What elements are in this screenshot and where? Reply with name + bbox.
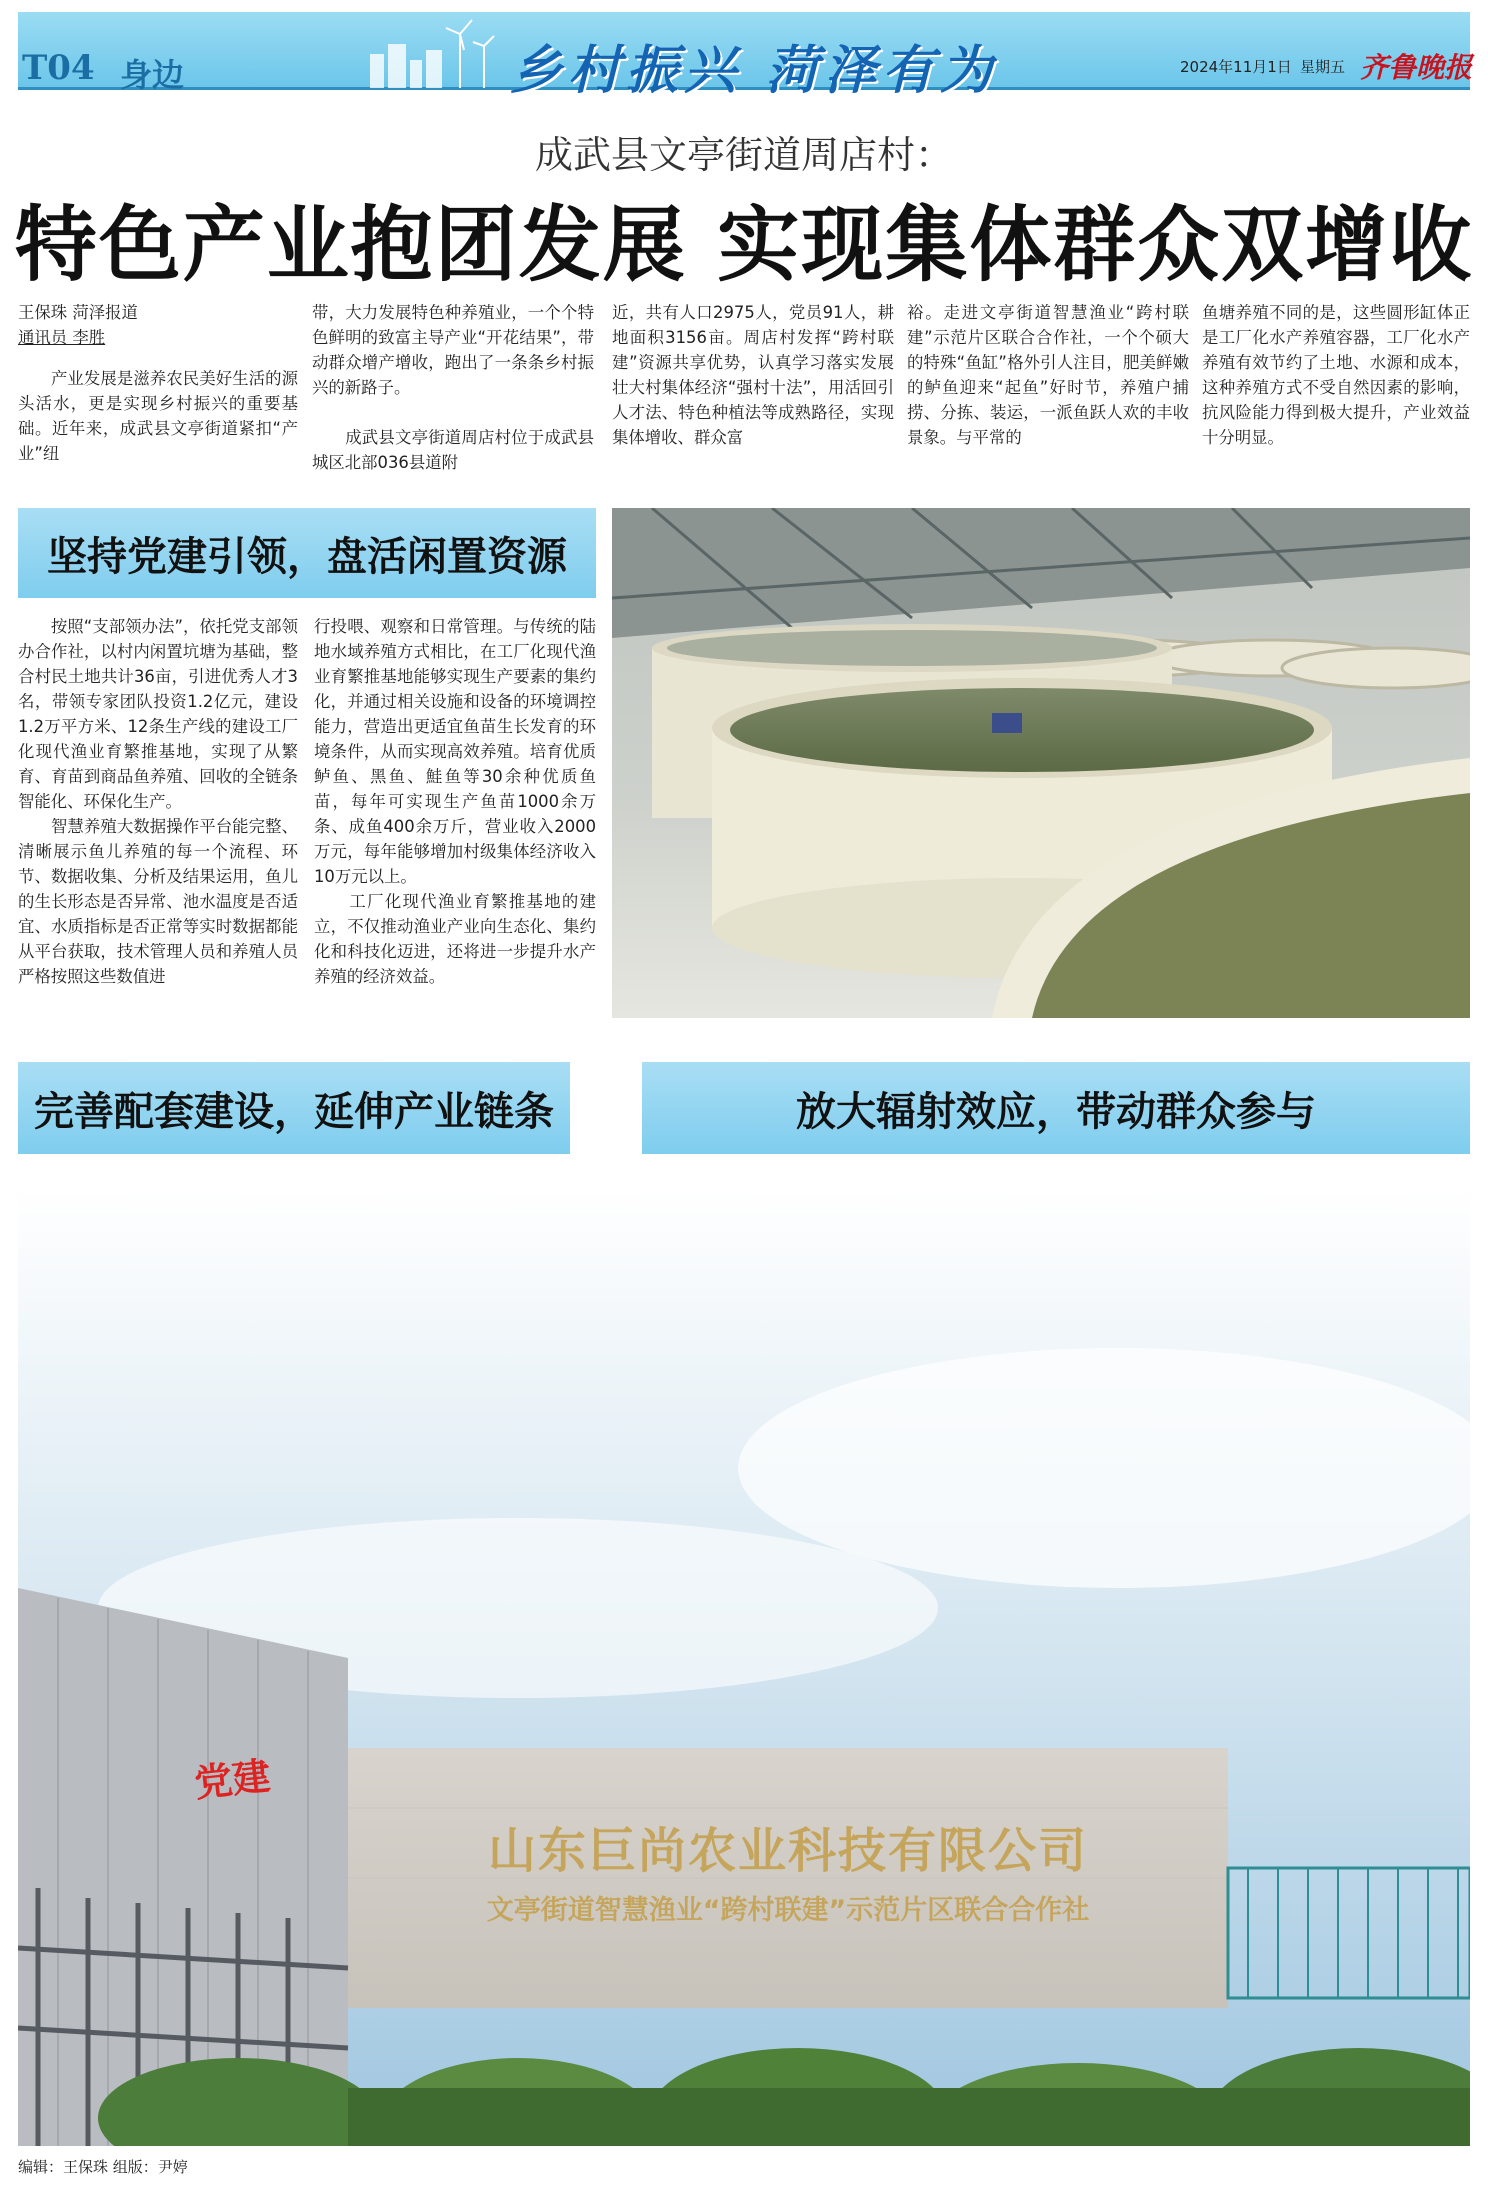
fish-tank-photo bbox=[612, 508, 1470, 1018]
newspaper-logo: 齐鲁晚报 bbox=[1360, 51, 1473, 84]
intro-column-2b: 成武县文亭街道周店村位于成武县城区北部036县道附 bbox=[312, 428, 594, 472]
intro-column-1: 产业发展是滋养农民美好生活的源头活水，更是实现乡村振兴的重要基础。近年来，成武县文亭街道紧扣“产业”纽 bbox=[18, 369, 298, 463]
wind-turbine-skyline-icon bbox=[360, 14, 500, 88]
subhead-radiation-effect: 放大辐射效应，带动群众参与 bbox=[642, 1062, 1470, 1154]
intro-column-3: 近，共有人口2975人，党员91人，耕地面积3156亩。周店村发挥“跨村联建”资源共享优势，认真学习落实发展壮大村集体经济“强村十法”，用活回引人才法、特色种植法等成熟路径，实现集体增收、群众富 bbox=[612, 303, 894, 447]
issue-date: 2024年11月1日 bbox=[1180, 58, 1292, 76]
section1-column-1: 按照“支部领办法”，依托党支部领办合作社，以村内闲置坑塘为基础，整合村民土地共计36亩，引进优秀人才3名，带领专家团队投资1.2亿元，建设1.2万平方米、12条生产线的建设工厂化现代渔业育繁推基地，实现了从繁育、育苗到商品鱼养殖、回收的全链条智能化、环保化生产。 智慧养殖大数据操作平台能完整、清晰展示鱼儿养殖的每一个流程、环节、数据收集、分析及结果运用，鱼儿的生长形态是否异常、池水温度是否适宜、水质指标是否正常等实时数据都能从平台获取，技术管理人员和养殖人员严格按照这些数值进 bbox=[18, 617, 298, 986]
company-gate-photo bbox=[18, 1188, 1470, 2146]
subhead-supporting-facilities: 完善配套建设，延伸产业链条 bbox=[18, 1062, 570, 1154]
party-building-sign: 党建 bbox=[192, 1752, 273, 1806]
cooperative-name-sign: 文亭街道智慧渔业“跨村联建”示范片区联合合作社 bbox=[486, 1895, 1090, 1926]
page-section: 身边 bbox=[120, 56, 185, 94]
fish-tank-illustration bbox=[612, 508, 1470, 1018]
issue-weekday: 星期五 bbox=[1300, 58, 1346, 76]
editor-credit: 编辑：王保珠 组版：尹婷 bbox=[18, 2158, 188, 2176]
section1-column-2: 行投喂、观察和日常管理。与传统的陆地水域养殖方式相比，在工厂化现代渔业育繁推基地能够实现生产要素的集约化，并通过相关设施和设备的环境调控能力，营造出更适宜鱼苗生长发育的环境条件，从而实现高效养殖。培育优质鲈鱼、黑鱼、鮭鱼等30余种优质鱼苗，每年可实现生产鱼苗1000余万条、成鱼400余万斤，营业收入2000万元，每年能够增加村级集体经济收入10万元以上。 工厂化现代渔业育繁推基地的建立，不仅推动渔业产业向生态化、集约化和科技化迈进，还将进一步提升水产养殖的经济效益。 bbox=[314, 617, 596, 986]
byline-reporter: 王保珠 菏泽报道 bbox=[18, 303, 138, 322]
subhead-party-building: 坚持党建引领，盘活闲置资源 bbox=[18, 508, 596, 598]
column-banner: 乡村振兴 菏泽有为 bbox=[510, 41, 999, 101]
article-headline: 特色产业抱团发展 实现集体群众双增收 bbox=[14, 197, 1474, 293]
page-number: T04 bbox=[22, 48, 95, 88]
intro-column-5: 鱼塘养殖不同的是，这些圆形缸体正是工厂化水产养殖容器，工厂化水产养殖有效节约了土地、水源和成本，这种养殖方式不受自然因素的影响，抗风险能力得到极大提升，产业效益十分明显。 bbox=[1202, 303, 1470, 447]
article-kicker: 成武县文亭街道周店村： bbox=[534, 133, 953, 177]
intro-column-2a: 带，大力发展特色种养殖业，一个个特色鲜明的致富主导产业“开花结果”，带动群众增产增收，跑出了一条条乡村振兴的新路子。 bbox=[312, 303, 594, 397]
byline-correspondent: 通讯员 李胜 bbox=[18, 328, 106, 347]
intro-column-4: 裕。走进文亭街道智慧渔业“跨村联建”示范片区联合合作社，一个个硕大的特殊“鱼缸”格外引人注目，肥美鲜嫩的鲈鱼迎来“起鱼”好时节，养殖户捕捞、分拣、装运，一派鱼跃人欢的丰收景象。与平常的 bbox=[907, 303, 1189, 447]
company-gate-illustration bbox=[18, 1188, 1470, 2146]
company-name-sign: 山东巨尚农业科技有限公司 bbox=[487, 1823, 1088, 1879]
